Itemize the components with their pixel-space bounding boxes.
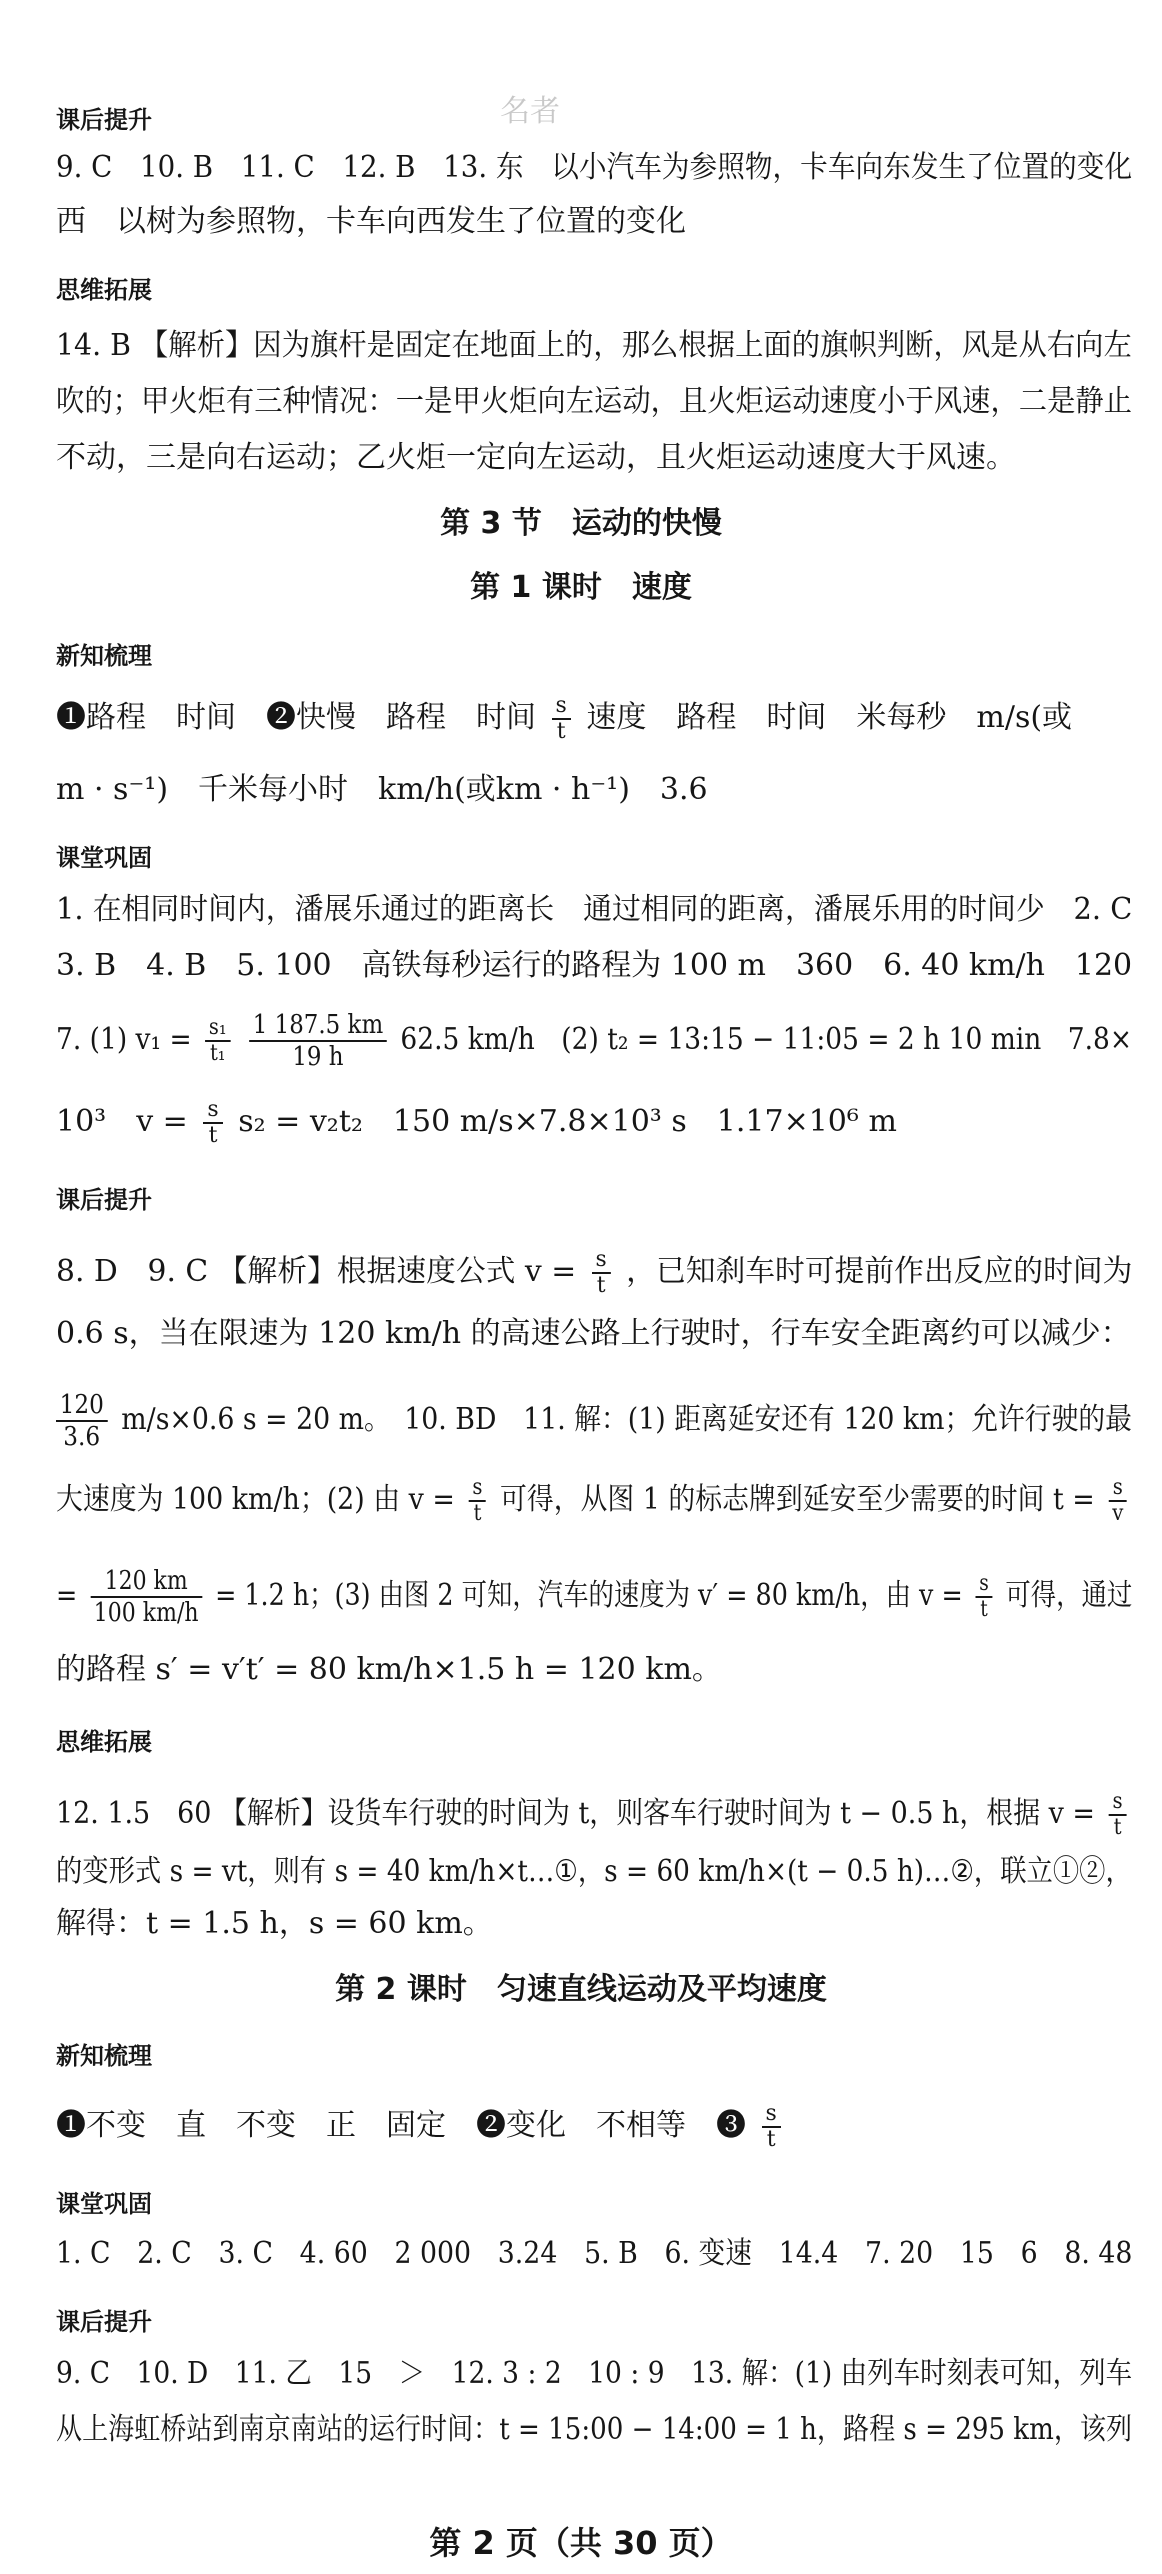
fraction-denominator: t <box>766 2127 776 2152</box>
fraction <box>249 1010 387 1072</box>
fraction-denominator: t <box>556 719 566 744</box>
section-heading: 思维拓展 <box>56 276 152 304</box>
answer-text: 可得，通过 <box>1005 1578 1133 1613</box>
fraction <box>469 1476 486 1526</box>
section-heading: 课后提升 <box>56 1186 152 1214</box>
fraction <box>976 1572 992 1622</box>
answer-text: 7. (1) v₁ = <box>56 1022 192 1057</box>
answer-text: 10³ v = <box>56 1104 188 1139</box>
fraction-numerator: s <box>469 1476 486 1502</box>
answer-line: m · s⁻¹) 千米每小时 km/h(或km · h⁻¹) 3.6 <box>56 772 708 807</box>
lesson-title: 第 1 课时 速度 <box>470 570 692 605</box>
answer-line <box>56 1390 1132 1452</box>
answer-line: 解得：t = 1.5 h，s = 60 km。 <box>56 1906 493 1941</box>
fraction <box>552 694 571 744</box>
fraction-denominator: v <box>1112 1501 1124 1526</box>
answer-text: 8. D 9. C 【解析】根据速度公式 v = <box>56 1254 577 1289</box>
fraction <box>203 1098 222 1148</box>
fraction-numerator: s <box>1109 1790 1126 1816</box>
fraction-numerator: s <box>592 1248 611 1274</box>
fraction-denominator: 3.6 <box>63 1422 101 1452</box>
answer-line: 从上海虹桥站到南京南站的运行时间：t = 15:00 − 14:00 = 1 h，路程 s = 295 km，该列 <box>56 2412 1133 2447</box>
section-heading: 课后提升 <box>56 106 152 134</box>
answer-text: 速度 路程 时间 米每秒 m/s(或 <box>586 700 1073 735</box>
answer-text: s₂ = v₂t₂ 150 m/s×7.8×10³ s 1.17×10⁶ m <box>238 1104 897 1139</box>
answer-text: = 1.2 h；(3) 由图 2 可知，汽车的速度为 v′ = 80 km/h，由 v = <box>215 1578 963 1613</box>
section-title: 第 3 节 运动的快慢 <box>440 506 722 541</box>
fraction-denominator: t <box>1113 1815 1122 1840</box>
answer-line: 的变形式 s = vt，则有 s = 40 km/h×t…①，s = 60 km/h×(t − 0.5 h)…②，联立①②， <box>56 1854 1132 1889</box>
lesson-title: 第 2 课时 匀速直线运动及平均速度 <box>335 1972 827 2007</box>
section-heading: 新知梳理 <box>56 642 152 670</box>
fraction <box>1109 1790 1126 1840</box>
fraction-denominator: 19 h <box>292 1042 344 1072</box>
fraction-denominator: 100 km/h <box>93 1598 199 1628</box>
fraction-denominator: t <box>980 1597 988 1622</box>
answer-line <box>56 694 1072 744</box>
fraction <box>90 1566 202 1628</box>
answer-line: 西 以树为参照物，卡车向西发生了位置的变化 <box>56 204 686 239</box>
fraction-numerator: s₁ <box>205 1016 230 1042</box>
answer-line: 不动，三是向右运动；乙火炬一定向左运动，且火炬运动速度大于风速。 <box>56 440 1016 475</box>
fraction-numerator: s <box>203 1098 222 1124</box>
section-heading: 新知梳理 <box>56 2042 152 2070</box>
fraction <box>592 1248 611 1298</box>
answer-line: 0.6 s，当在限速为 120 km/h 的高速公路上行驶时，行车安全距离约可以减少： <box>56 1316 1131 1351</box>
answer-line <box>56 1566 1132 1628</box>
section-heading: 课后提升 <box>56 2308 152 2336</box>
answer-line <box>56 1248 1132 1298</box>
fraction <box>1109 1476 1127 1526</box>
fraction-numerator: 120 <box>56 1390 107 1422</box>
answer-line: 14. B 【解析】因为旗杆是固定在地面上的，那么根据上面的旗帜判断，风是从右向左 <box>56 328 1132 363</box>
answer-line <box>56 1790 1132 1840</box>
fraction-numerator: 1 187.5 km <box>249 1010 387 1042</box>
answer-line <box>56 1476 1132 1526</box>
answer-line: 的路程 s′ = v′t′ = 80 km/h×1.5 h = 120 km。 <box>56 1652 722 1687</box>
watermark-mark: 名者 <box>500 94 560 129</box>
answer-text: m/s×0.6 s = 20 m。 10. BD 11. 解：(1) 距离延安还有 120 km；允许行驶的最 <box>121 1402 1132 1437</box>
fraction-numerator: s <box>762 2102 781 2128</box>
fraction <box>762 2102 781 2152</box>
answer-line: 3. B 4. B 5. 100 高铁每秒运行的路程为 100 m 360 6. 40 km/h 120 <box>56 948 1133 983</box>
answer-text: 62.5 km/h (2) t₂ = 13:15 − 11:05 = 2 h 10 min 7.8× <box>400 1022 1133 1057</box>
answer-line <box>56 1010 1132 1072</box>
fraction-numerator: 120 km <box>90 1566 202 1598</box>
fraction <box>205 1016 230 1066</box>
fraction-numerator: s <box>976 1572 992 1598</box>
fraction-numerator: s <box>1109 1476 1127 1502</box>
fraction-denominator: t <box>473 1501 482 1526</box>
answer-text: ，已知刹车时可提前作出反应的时间为 <box>626 1254 1133 1289</box>
answer-text: 12. 1.5 60 【解析】设货车行驶的时间为 t，则客车行驶时间为 t − 0.5 h，根据 v = <box>56 1796 1096 1831</box>
page-footer: 第 2 页（共 30 页） <box>429 2524 733 2562</box>
answer-text: 可得，从图 1 的标志牌到延安至少需要的时间 t = <box>499 1482 1095 1517</box>
answer-line <box>56 1098 897 1148</box>
answer-line: 1. C 2. C 3. C 4. 60 2 000 3.24 5. B 6. 变速 14.4 7. 20 15 6 8. 48 <box>56 2236 1133 2271</box>
fraction-denominator: t <box>596 1273 606 1298</box>
fraction-numerator: s <box>552 694 571 720</box>
answer-line <box>56 2102 787 2152</box>
answer-line: 吹的；甲火炬有三种情况：一是甲火炬向左运动，且火炬运动速度小于风速，二是静止 <box>56 384 1133 419</box>
section-heading: 课堂巩固 <box>56 2190 152 2218</box>
answer-text: 大速度为 100 km/h；(2) 由 v = <box>56 1482 455 1517</box>
fraction-denominator: t <box>208 1123 218 1148</box>
answer-line: 9. C 10. D 11. 乙 15 ＞ 12. 3 : 2 10 : 9 13. 解：(1) 由列车时刻表可知，列车 <box>56 2356 1133 2391</box>
answer-text: ❶不变 直 不变 正 固定 ❷变化 不相等 ❸ <box>56 2108 746 2143</box>
section-heading: 思维拓展 <box>56 1728 152 1756</box>
answer-line: 9. C 10. B 11. C 12. B 13. 东 以小汽车为参照物，卡车向东发生了位置的变化 <box>56 150 1133 185</box>
fraction-denominator: t₁ <box>210 1041 226 1066</box>
fraction <box>56 1390 107 1452</box>
section-heading: 课堂巩固 <box>56 844 152 872</box>
answer-line: 1. 在相同时间内，潘展乐通过的距离长 通过相同的距离，潘展乐用的时间少 2. C <box>56 892 1133 927</box>
answer-text: ❶路程 时间 ❷快慢 路程 时间 <box>56 700 536 735</box>
answer-text: = <box>56 1578 78 1613</box>
